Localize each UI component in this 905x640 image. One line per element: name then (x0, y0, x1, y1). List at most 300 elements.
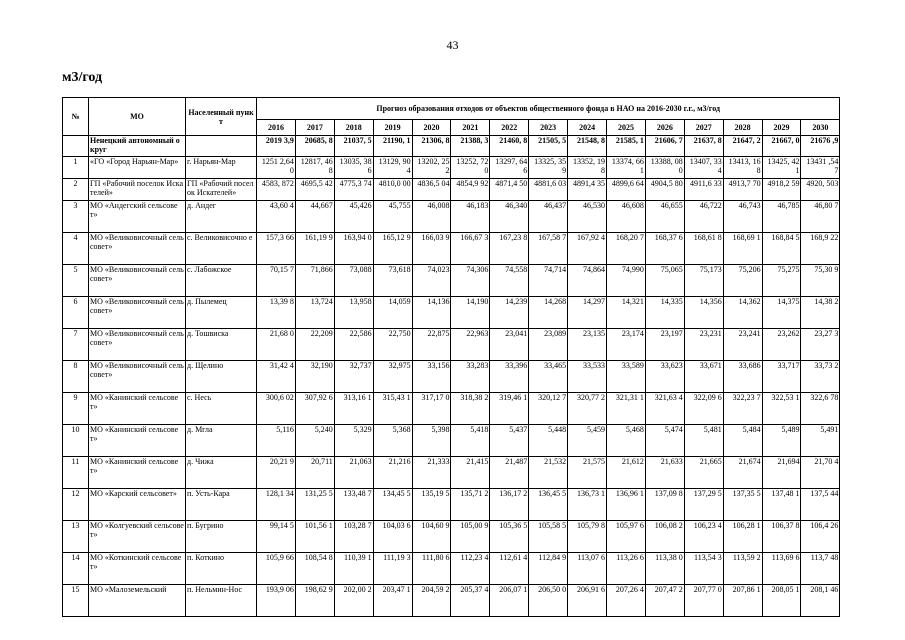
row-value: 137,48 1 (762, 489, 801, 521)
row-value: 113,7 48 (801, 553, 840, 585)
row-value: 4920, 503 (801, 179, 840, 201)
row-value: 113,38 0 (645, 553, 684, 585)
row-mo: МО «Канинский сельсовет» (89, 457, 186, 489)
row-value: 5,481 (684, 425, 723, 457)
row-value: 207,77 0 (684, 585, 723, 617)
row-number: 6 (63, 297, 89, 329)
row-value: 46,785 (762, 201, 801, 233)
row-value: 137,35 5 (723, 489, 762, 521)
row-value: 13202, 252 (412, 157, 451, 179)
row-value: 136,73 1 (568, 489, 607, 521)
row-value: 21606, 7 (645, 136, 684, 157)
row-value: 4583, 872 (257, 179, 296, 201)
row-value: 13,958 (334, 297, 373, 329)
row-number: 13 (63, 521, 89, 553)
row-value: 21585, 1 (607, 136, 646, 157)
row-value: 205,37 4 (451, 585, 490, 617)
row-value: 23,174 (607, 329, 646, 361)
row-value: 75,065 (645, 265, 684, 297)
row-value: 4810,0 00 (373, 179, 412, 201)
row-value: 74,990 (607, 265, 646, 297)
row-value: 13374, 661 (607, 157, 646, 179)
header-year: 2018 (334, 120, 373, 136)
row-value: 46,655 (645, 201, 684, 233)
row-value: 13,39 8 (257, 297, 296, 329)
table-row (63, 297, 840, 329)
row-value: 4913,7 70 (723, 179, 762, 201)
row-value: 4904,5 80 (645, 179, 684, 201)
row-value: 106,28 1 (723, 521, 762, 553)
row-value: 21,532 (529, 457, 568, 489)
row-value: 319,46 1 (490, 393, 529, 425)
row-mo: МО «Великовисочный сельсовет» (89, 265, 186, 297)
row-value: 74,306 (451, 265, 490, 297)
row-mo: МО «Малоземельский (89, 585, 186, 617)
row-value: 45,426 (334, 201, 373, 233)
row-value: 21,575 (568, 457, 607, 489)
row-value: 31,42 4 (257, 361, 296, 393)
row-value: 165,12 9 (373, 233, 412, 265)
row-value: 112,84 9 (529, 553, 568, 585)
row-value: 136,45 5 (529, 489, 568, 521)
row-value: 14,239 (490, 297, 529, 329)
row-value: 32,737 (334, 361, 373, 393)
row-value: 167,23 8 (490, 233, 529, 265)
row-value: 103,28 7 (334, 521, 373, 553)
row-value: 208,1 46 (801, 585, 840, 617)
row-value: 33,73 2 (801, 361, 840, 393)
row-value: 206,91 6 (568, 585, 607, 617)
row-value: 105,79 8 (568, 521, 607, 553)
row-mo: МО «Канинский сельсовет» (89, 393, 186, 425)
row-mo: Ненецкий автономный округ (89, 136, 186, 157)
row-value: 106,37 8 (762, 521, 801, 553)
row-value: 13425, 421 (762, 157, 801, 179)
row-value: 20,21 9 (257, 457, 296, 489)
row-value: 21,216 (373, 457, 412, 489)
row-settlement: д. Чижа (186, 457, 257, 489)
row-value: 75,30 9 (801, 265, 840, 297)
row-value: 5,484 (723, 425, 762, 457)
row-value: 110,39 1 (334, 553, 373, 585)
header-year: 2019 (373, 120, 412, 136)
row-value: 21505, 5 (529, 136, 568, 157)
row-number: 7 (63, 329, 89, 361)
row-value: 5,329 (334, 425, 373, 457)
row-value: 46,183 (451, 201, 490, 233)
header-year: 2021 (451, 120, 490, 136)
row-value: 14,321 (607, 297, 646, 329)
row-value: 168,20 7 (607, 233, 646, 265)
row-value: 106,08 2 (645, 521, 684, 553)
row-value: 167,92 4 (568, 233, 607, 265)
row-number: 5 (63, 265, 89, 297)
row-number: 11 (63, 457, 89, 489)
row-number: 15 (63, 585, 89, 617)
table-row (63, 265, 840, 297)
row-value: 2019 3,9 (257, 136, 296, 157)
row-value: 21306, 8 (412, 136, 451, 157)
row-value: 113,26 6 (607, 553, 646, 585)
row-number: 10 (63, 425, 89, 457)
row-value: 106,23 4 (684, 521, 723, 553)
header-year: 2020 (412, 120, 451, 136)
row-value: 112,61 4 (490, 553, 529, 585)
row-value: 21676 ,9 (801, 136, 840, 157)
row-value: 320,12 7 (529, 393, 568, 425)
row-value: 21460, 8 (490, 136, 529, 157)
row-value: 13431 ,547 (801, 157, 840, 179)
row-value: 4911,6 33 (684, 179, 723, 201)
row-value: 14,335 (645, 297, 684, 329)
row-settlement: п. Усть-Кара (186, 489, 257, 521)
row-value: 166,03 9 (412, 233, 451, 265)
row-value: 46,722 (684, 201, 723, 233)
row-value: 4881,6 03 (529, 179, 568, 201)
row-value: 70,15 7 (257, 265, 296, 297)
row-value: 320,77 2 (568, 393, 607, 425)
row-value: 135,71 2 (451, 489, 490, 521)
row-value: 13325, 359 (529, 157, 568, 179)
unit-title: м3/год (62, 70, 103, 85)
row-value: 105,9 66 (257, 553, 296, 585)
row-value: 21388, 3 (451, 136, 490, 157)
row-value: 318,38 2 (451, 393, 490, 425)
row-value: 207,47 2 (645, 585, 684, 617)
row-value: 321,63 4 (645, 393, 684, 425)
row-value: 14,297 (568, 297, 607, 329)
row-value: 13035, 386 (334, 157, 373, 179)
row-settlement: с. Великовисочно е (186, 233, 257, 265)
row-value: 134,45 5 (373, 489, 412, 521)
row-value: 4891,4 35 (568, 179, 607, 201)
row-value: 21,694 (762, 457, 801, 489)
row-value: 13,724 (295, 297, 334, 329)
row-value: 33,396 (490, 361, 529, 393)
row-settlement: п. Бугрино (186, 521, 257, 553)
table-row-total (63, 136, 840, 157)
row-value: 22,586 (334, 329, 373, 361)
waste-forecast-table (62, 97, 840, 617)
row-value: 4854,9 92 (451, 179, 490, 201)
row-value: 74,864 (568, 265, 607, 297)
row-value: 33,623 (645, 361, 684, 393)
row-number: 1 (63, 157, 89, 179)
row-value: 23,197 (645, 329, 684, 361)
row-value: 71,866 (295, 265, 334, 297)
row-value: 137,5 44 (801, 489, 840, 521)
row-mo: МО «Коткинский сельсовет» (89, 553, 186, 585)
row-value: 206,50 0 (529, 585, 568, 617)
row-value: 13297, 646 (490, 157, 529, 179)
page-number: 43 (446, 38, 459, 52)
row-value: 111,80 6 (412, 553, 451, 585)
row-value: 33,671 (684, 361, 723, 393)
row-value: 14,375 (762, 297, 801, 329)
row-value: 13407, 334 (684, 157, 723, 179)
row-value: 43,60 4 (257, 201, 296, 233)
row-value: 21,415 (451, 457, 490, 489)
row-number: 2 (63, 179, 89, 201)
row-value: 21637, 8 (684, 136, 723, 157)
header-year: 2029 (762, 120, 801, 136)
row-number: 3 (63, 201, 89, 233)
table-row (63, 179, 840, 201)
row-value: 207,86 1 (723, 585, 762, 617)
table-row (63, 393, 840, 425)
row-value: 14,190 (451, 297, 490, 329)
row-value: 5,418 (451, 425, 490, 457)
header-year: 2017 (295, 120, 334, 136)
row-value: 4695,5 42 (295, 179, 334, 201)
row-value: 163,94 0 (334, 233, 373, 265)
row-value: 46,608 (607, 201, 646, 233)
row-value: 33,589 (607, 361, 646, 393)
row-value: 5,474 (645, 425, 684, 457)
row-value: 168,84 5 (762, 233, 801, 265)
row-value: 32,975 (373, 361, 412, 393)
table-row (63, 457, 840, 489)
table-row (63, 157, 840, 179)
row-settlement: п. Нельмин-Нос (186, 585, 257, 617)
row-value: 168,9 22 (801, 233, 840, 265)
row-value: 206,07 1 (490, 585, 529, 617)
row-value: 46,530 (568, 201, 607, 233)
row-value: 322,53 1 (762, 393, 801, 425)
header-settlement: Населенный пункт (186, 98, 257, 136)
row-value: 46,437 (529, 201, 568, 233)
table-row (63, 201, 840, 233)
row-value: 137,29 5 (684, 489, 723, 521)
row-value: 73,088 (334, 265, 373, 297)
row-mo: МО «Великовисочный сельсовет» (89, 297, 186, 329)
row-value: 14,059 (373, 297, 412, 329)
row-value: 21037, 5 (334, 136, 373, 157)
row-value: 14,268 (529, 297, 568, 329)
row-value: 33,686 (723, 361, 762, 393)
row-value: 22,209 (295, 329, 334, 361)
row-value: 75,206 (723, 265, 762, 297)
row-value: 23,241 (723, 329, 762, 361)
row-value: 21,674 (723, 457, 762, 489)
row-mo: МО «Великовисочный сельсовет» (89, 361, 186, 393)
row-value: 322,23 7 (723, 393, 762, 425)
row-value: 33,283 (451, 361, 490, 393)
row-value: 46,008 (412, 201, 451, 233)
row-value: 4836,5 04 (412, 179, 451, 201)
header-year: 2025 (607, 120, 646, 136)
row-value: 198,62 9 (295, 585, 334, 617)
row-number (63, 136, 89, 157)
row-settlement: с. Лабожское (186, 265, 257, 297)
row-settlement: п. Коткино (186, 553, 257, 585)
row-value: 313,16 1 (334, 393, 373, 425)
row-value: 1251 2,640 (257, 157, 296, 179)
row-value: 4918,2 59 (762, 179, 801, 201)
row-value: 22,750 (373, 329, 412, 361)
row-number: 8 (63, 361, 89, 393)
row-value: 21,70 4 (801, 457, 840, 489)
row-settlement: г. Нарьян-Мар (186, 157, 257, 179)
row-value: 203,47 1 (373, 585, 412, 617)
row-mo: МО «Андегский сельсовет» (89, 201, 186, 233)
table-row (63, 553, 840, 585)
row-value: 300,6 02 (257, 393, 296, 425)
row-value: 4871,4 50 (490, 179, 529, 201)
row-value: 44,667 (295, 201, 334, 233)
row-settlement (186, 136, 257, 157)
row-value: 13352, 198 (568, 157, 607, 179)
row-value: 46,80 7 (801, 201, 840, 233)
row-value: 321,31 1 (607, 393, 646, 425)
row-value: 168,61 8 (684, 233, 723, 265)
row-settlement: д. Щелино (186, 361, 257, 393)
row-value: 113,54 3 (684, 553, 723, 585)
row-value: 73,618 (373, 265, 412, 297)
row-mo: МО «Великовисочный сельсовет» (89, 233, 186, 265)
row-value: 74,714 (529, 265, 568, 297)
row-value: 14,356 (684, 297, 723, 329)
row-settlement: д. Пылемец (186, 297, 257, 329)
row-value: 5,468 (607, 425, 646, 457)
row-value: 131,25 5 (295, 489, 334, 521)
table-row (63, 425, 840, 457)
header-year: 2027 (684, 120, 723, 136)
row-value: 32,190 (295, 361, 334, 393)
row-value: 75,275 (762, 265, 801, 297)
row-value: 13413, 168 (723, 157, 762, 179)
row-value: 105,58 5 (529, 521, 568, 553)
row-value: 137,09 8 (645, 489, 684, 521)
header-year: 2026 (645, 120, 684, 136)
row-value: 46,743 (723, 201, 762, 233)
header-mo: МО (89, 98, 186, 136)
row-value: 14,136 (412, 297, 451, 329)
row-mo: МО «Канинский сельсовет» (89, 425, 186, 457)
row-value: 75,173 (684, 265, 723, 297)
row-value: 74,023 (412, 265, 451, 297)
row-mo: МО «Великовисочный сельсовет» (89, 329, 186, 361)
row-value: 33,533 (568, 361, 607, 393)
row-value: 5,448 (529, 425, 568, 457)
row-value: 21,063 (334, 457, 373, 489)
row-value: 113,69 6 (762, 553, 801, 585)
table-row (63, 233, 840, 265)
row-value: 5,116 (257, 425, 296, 457)
row-settlement: д. Мгла (186, 425, 257, 457)
row-settlement: ГП «Рабочий поселок Искателей» (186, 179, 257, 201)
row-number: 9 (63, 393, 89, 425)
row-value: 193,9 06 (257, 585, 296, 617)
row-mo: МО «Колгуевский сельсовет» (89, 521, 186, 553)
row-value: 101,56 1 (295, 521, 334, 553)
row-value: 108,54 8 (295, 553, 334, 585)
row-value: 157,3 66 (257, 233, 296, 265)
table-row (63, 329, 840, 361)
row-value: 21,633 (645, 457, 684, 489)
row-value: 317,17 0 (412, 393, 451, 425)
row-value: 208,05 1 (762, 585, 801, 617)
row-value: 322,09 6 (684, 393, 723, 425)
row-value: 23,231 (684, 329, 723, 361)
row-settlement: с. Несь (186, 393, 257, 425)
row-mo: ГП «Рабочий поселок Искателей» (89, 179, 186, 201)
row-value: 21667, 0 (762, 136, 801, 157)
row-value: 128,1 34 (257, 489, 296, 521)
row-value: 33,465 (529, 361, 568, 393)
row-value: 161,19 9 (295, 233, 334, 265)
row-value: 22,875 (412, 329, 451, 361)
row-value: 46,340 (490, 201, 529, 233)
row-value: 135,19 5 (412, 489, 451, 521)
row-value: 21,487 (490, 457, 529, 489)
row-value: 74,558 (490, 265, 529, 297)
row-value: 204,59 2 (412, 585, 451, 617)
row-value: 33,717 (762, 361, 801, 393)
row-value: 23,27 3 (801, 329, 840, 361)
row-value: 20,711 (295, 457, 334, 489)
row-value: 136,17 2 (490, 489, 529, 521)
header-forecast: Прогноз образования отходов от объектов общественного фонда в НАО на 2016-2030 г.г., м3/год (257, 98, 840, 120)
row-value: 23,262 (762, 329, 801, 361)
row-number: 4 (63, 233, 89, 265)
row-value: 21,68 0 (257, 329, 296, 361)
table-row (63, 361, 840, 393)
row-settlement: д. Тошвиска (186, 329, 257, 361)
row-number: 12 (63, 489, 89, 521)
row-mo: МО «Карский сельсовет» (89, 489, 186, 521)
header-year: 2023 (529, 120, 568, 136)
row-value: 136,96 1 (607, 489, 646, 521)
row-value: 22,963 (451, 329, 490, 361)
row-value: 14,38 2 (801, 297, 840, 329)
row-value: 315,43 1 (373, 393, 412, 425)
row-value: 14,362 (723, 297, 762, 329)
table-row (63, 585, 840, 617)
header-year: 2024 (568, 120, 607, 136)
row-value: 21190, 1 (373, 136, 412, 157)
row-value: 4899,6 64 (607, 179, 646, 201)
row-value: 5,368 (373, 425, 412, 457)
row-value: 168,69 1 (723, 233, 762, 265)
row-value: 166,67 3 (451, 233, 490, 265)
header-year: 2028 (723, 120, 762, 136)
row-value: 202,00 2 (334, 585, 373, 617)
row-value: 111,19 3 (373, 553, 412, 585)
row-value: 5,489 (762, 425, 801, 457)
row-value: 113,07 6 (568, 553, 607, 585)
header-year: 2022 (490, 120, 529, 136)
row-value: 21,333 (412, 457, 451, 489)
row-value: 5,398 (412, 425, 451, 457)
row-value: 113,59 2 (723, 553, 762, 585)
row-value: 13252, 720 (451, 157, 490, 179)
row-value: 23,089 (529, 329, 568, 361)
row-number: 14 (63, 553, 89, 585)
row-value: 5,491 (801, 425, 840, 457)
row-value: 23,135 (568, 329, 607, 361)
row-value: 167,58 7 (529, 233, 568, 265)
table-row (63, 489, 840, 521)
row-value: 105,97 6 (607, 521, 646, 553)
row-settlement: д. Андег (186, 201, 257, 233)
row-value: 21,612 (607, 457, 646, 489)
row-value: 21548, 8 (568, 136, 607, 157)
header-year: 2030 (801, 120, 840, 136)
row-value: 5,437 (490, 425, 529, 457)
row-value: 45,755 (373, 201, 412, 233)
row-value: 207,26 4 (607, 585, 646, 617)
